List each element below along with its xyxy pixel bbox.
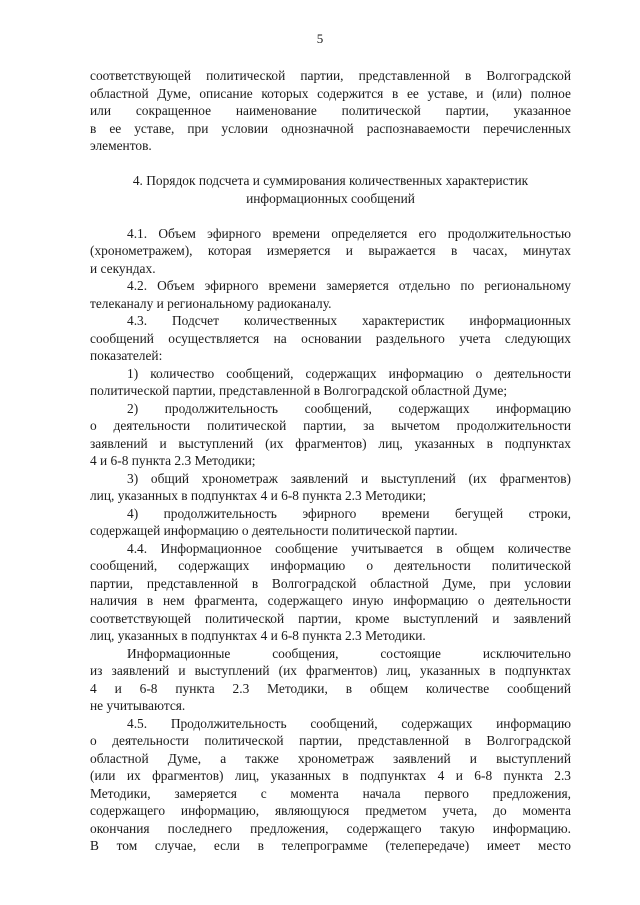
section-heading: информационных сообщений	[246, 191, 415, 206]
paragraph-start: 4.5. Продолжительность сообщений, содержащих информацию	[127, 716, 571, 731]
paragraph-start: 4.3. Подсчет количественных характеристик информационных	[127, 313, 571, 328]
text-line: из заявлений и выступлений (их фрагментов) лиц, указанных в подпунктах	[90, 663, 571, 678]
text-line: областной Думе, описание которых содержится в ее уставе, и (или) полное	[90, 86, 571, 101]
page-number: 5	[316, 31, 324, 46]
text-line: содержащей информацию о деятельности политической партии.	[90, 523, 458, 538]
text-line: соответствующей политической партии, кроме выступлений и заявлений	[90, 611, 571, 626]
text-line: 4 и 6-8 пункта 2.3 Методики, в общем количестве сообщений	[90, 681, 571, 696]
text-line: показателей:	[90, 348, 163, 363]
text-line: 4 и 6-8 пункта 2.3 Методики;	[90, 453, 256, 468]
list-item: 2) продолжительность сообщений, содержащих информацию	[127, 401, 571, 416]
list-item: 4) продолжительность эфирного времени бегущей строки,	[127, 506, 571, 521]
text-line: Методики, замеряется с момента начала первого предложения,	[90, 786, 571, 801]
text-line: или сокращенное наименование политической партии, указанное	[90, 103, 571, 118]
text-line: областной Думе, а также хронометраж заявлений и выступлений	[90, 751, 571, 766]
paragraph-start: 4.4. Информационное сообщение учитывается в общем количестве	[127, 541, 571, 556]
text-line: о деятельности политической партии, за вычетом продолжительности	[90, 418, 571, 433]
text-line: (хронометражем), которая измеряется и выражается в часах, минутах	[90, 243, 571, 258]
text-line: окончания последнего предложения, содержащего такую информацию.	[90, 821, 571, 836]
text-line: и секундах.	[90, 261, 156, 276]
text-line: В том случае, если в телепрограмме (телепередаче) имеет место	[90, 838, 571, 853]
text-line: о деятельности политической партии, представленной в Волгоградской	[90, 733, 571, 748]
paragraph-start: 4.1. Объем эфирного времени определяется его продолжительностью	[127, 226, 571, 241]
text-line: содержащего информацию, являющуюся предметом учета, до момента	[90, 803, 571, 818]
text-line: соответствующей политической партии, представленной в Волгоградской	[90, 68, 571, 83]
text-line: (или их фрагментов) лиц, указанных в подпунктах 4 и 6-8 пункта 2.3	[90, 768, 571, 783]
paragraph-start: Информационные сообщения, состоящие исключительно	[127, 646, 571, 661]
text-line: элементов.	[90, 138, 152, 153]
text-line: в ее уставе, при условии однозначной распознаваемости перечисленных	[90, 121, 571, 136]
text-line: не учитываются.	[90, 698, 186, 713]
text-line: заявлений и выступлений (их фрагментов) лиц, указанных в подпунктах	[90, 436, 571, 451]
text-line: телеканалу и региональному радиоканалу.	[90, 296, 332, 311]
text-line: сообщений осуществляется на основании раздельного учета следующих	[90, 331, 571, 346]
text-line: лиц, указанных в подпунктах 4 и 6-8 пункта 2.3 Методики.	[90, 628, 426, 643]
list-item: 1) количество сообщений, содержащих информацию о деятельности	[127, 366, 571, 381]
text-line: партии, представленной в Волгоградской областной Думе, при условии	[90, 576, 571, 591]
paragraph-start: 4.2. Объем эфирного времени замеряется отдельно по региональному	[127, 278, 571, 293]
text-line: лиц, указанных в подпунктах 4 и 6-8 пункта 2.3 Методики;	[90, 488, 427, 503]
list-item: 3) общий хронометраж заявлений и выступлений (их фрагментов)	[127, 471, 571, 486]
text-line: политической партии, представленной в Волгоградской областной Думе;	[90, 383, 508, 398]
text-line: сообщений, содержащих информацию о деятельности политической	[90, 558, 571, 573]
text-line: наличия в нем фрагмента, содержащего иную информацию о деятельности	[90, 593, 571, 608]
section-heading: 4. Порядок подсчета и суммирования количественных характеристик	[132, 173, 529, 188]
